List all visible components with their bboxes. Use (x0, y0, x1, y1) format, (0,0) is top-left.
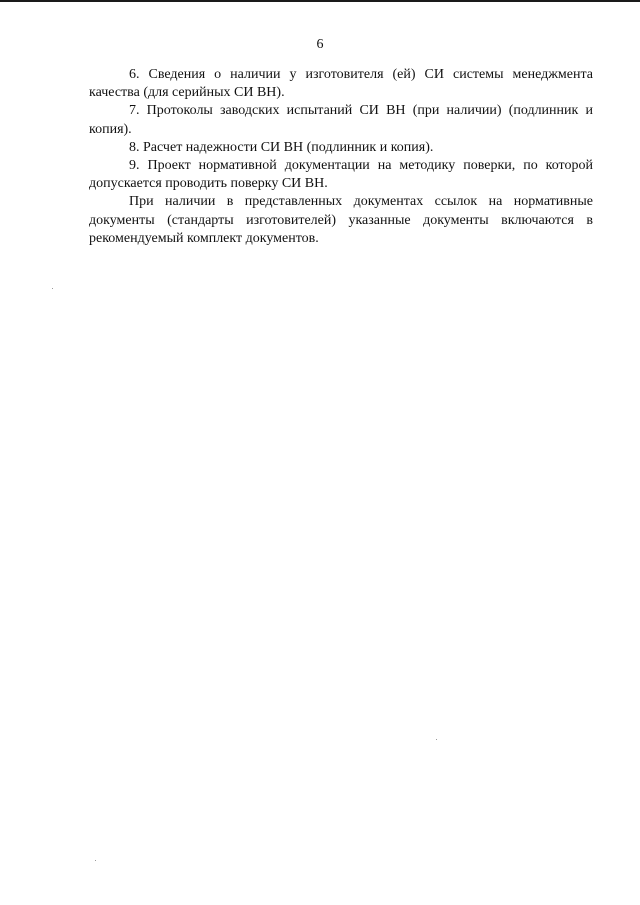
paragraph-item-8: 8. Расчет надежности СИ ВН (подлинник и копия). (129, 139, 434, 155)
paragraph-closing-note: При наличии в представленных документах ссылок на нормативные документы (стандарты изготовителей) указанные документы включаются в рекомендуемый комплект документов. (89, 194, 593, 246)
scan-speck (436, 739, 437, 740)
page-number: 6 (316, 37, 324, 52)
paragraph-item-7: 7. Протоколы заводских испытаний СИ ВН (при наличии) (подлинник и копия). (89, 103, 593, 137)
document-body (89, 66, 593, 248)
paragraph-item-6: 6. Сведения о наличии у изготовителя (ей) СИ системы менеджмента качества (для серийных СИ ВН). (89, 67, 593, 101)
scan-speck (52, 288, 53, 289)
paragraph-item-9: 9. Проект нормативной документации на методику поверки, по которой допускается проводить поверку СИ ВН. (89, 158, 593, 192)
scan-top-edge (0, 0, 640, 2)
scan-speck (95, 860, 96, 861)
